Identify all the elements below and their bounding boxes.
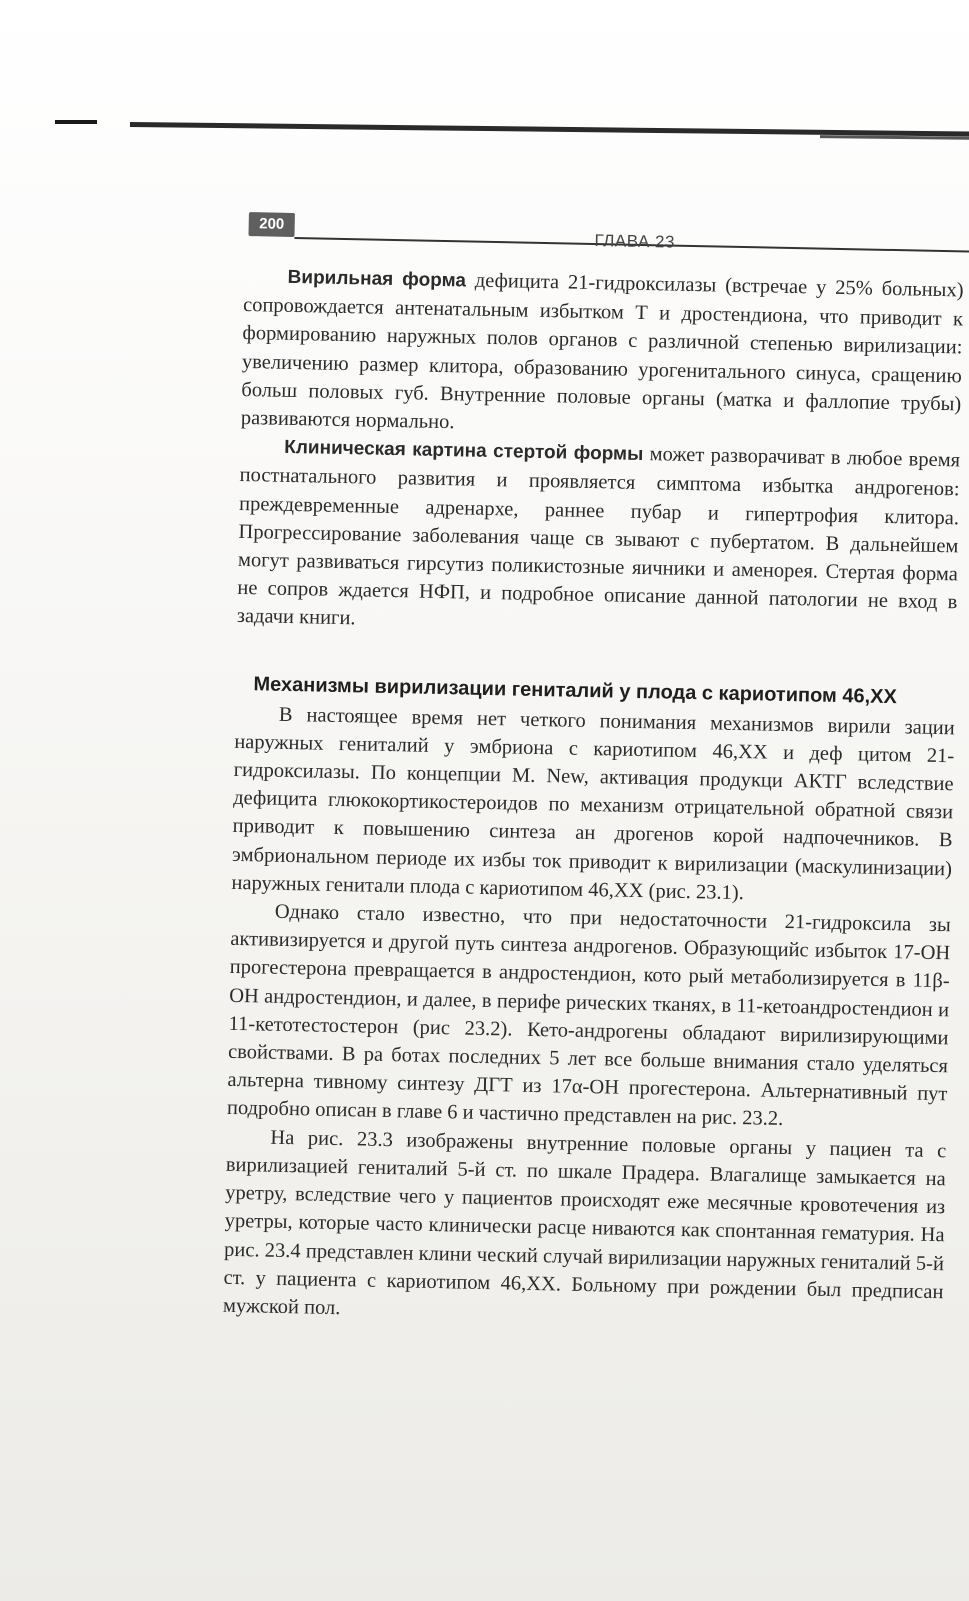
paragraph-lead: Клиническая картина стертой формы — [284, 437, 644, 466]
paragraph-alternative-pathway: Однако стало известно, что при недостаточности 21-гидроксила зы активизируется и другой путь синтеза андрогенов. Образующийс избыток 17-ОН прогестерона превращается в андростендион, кото рый метаболизируется в 11β-ОН андростендион, и далее, в перифе рических тканях, в 11-кетоандростендион и 11-кетотестостерон (рис 23.2). Кето-андрогены обладают вирилизирующими свойствами. В ра ботах последних 5 лет все больше внимания стало уделяться альтерна тивному синтезу ДГТ из 17α-ОН прогестерона. Альтернативный пут подробно описан в главе 6 и частично представлен на рис. 23.2. — [226, 900, 952, 1131]
paragraph-mechanisms: В настоящее время нет четкого понимания механизмов вирили зации наружных гениталий у эмбриона с кариотипом 46,XX и деф цитом 21-гидроксилазы. По концепции M. New, активация продукци АКТГ вследствие дефицита глюкокортикостероидов по механизм отрицательной обратной связи приводит к повышению синтеза ан дрогенов корой надпочечников. В эмбриональном периоде их избы ток приводит к вирилизации (маскулинизации) наружных генитали плода с кариотипом 46,XX (рис. 23.1). — [231, 703, 955, 905]
paragraph-text: может разворачиват в любое время постнатального развития и проявляется симптома избытка андрогенов: преждевременные адренархе, раннее пубар и гипертрофия клитора. Прогрессирование заболевания чаще св зывают с пубертатом. В дальнейшем могут развиваться гирсутиз поликистозные яичники и аменорея. Стертая форма не сопров ждается НФП, и подробное описание данной патологии не вход в задачи книги. — [236, 443, 961, 630]
binding-mark — [55, 120, 97, 124]
paragraph-clinical-picture — [237, 432, 961, 645]
paragraph-figure-description: На рис. 23.3 изображены внутренние половые органы у пациен та с вирилизацией гениталий 5-й ст. по шкале Прадера. Влагалище замыкается на уретру, вследствие чего у пациентов происходят еже месячные кровотечения из уретры, которые часто клинически расце ниваются как спонтанная гематурия. На рис. 23.4 представлен клини ческий случай вирилизации наружных гениталий 5-й ст. у пациента с кариотипом 46,XX. Больному при рождении был предписан мужской пол. — [222, 1126, 947, 1320]
paragraph-virile-form — [241, 262, 964, 447]
paragraph-lead: Вирильная форма — [287, 266, 467, 292]
paragraph-text: дефицита 21-гидроксилазы (встречае у 25% больных) сопровождается антенатальным избытком Т и дростендиона, что приводит к формированию наружных полов органов с различной степенью вирилизации: увеличению размер клитора, образованию урогенитального синуса, сращению больш половых губ. Внутренние половые органы (матка и фаллопие трубы) развиваются нормально. — [240, 269, 964, 434]
page-number-badge: 200 — [248, 212, 294, 237]
page-content — [223, 210, 965, 1334]
section-heading: Механизмы вирилизации гениталий у плода с кариотипом 46,XX — [253, 672, 898, 708]
chapter-title: ГЛАВА 23 — [594, 231, 676, 252]
